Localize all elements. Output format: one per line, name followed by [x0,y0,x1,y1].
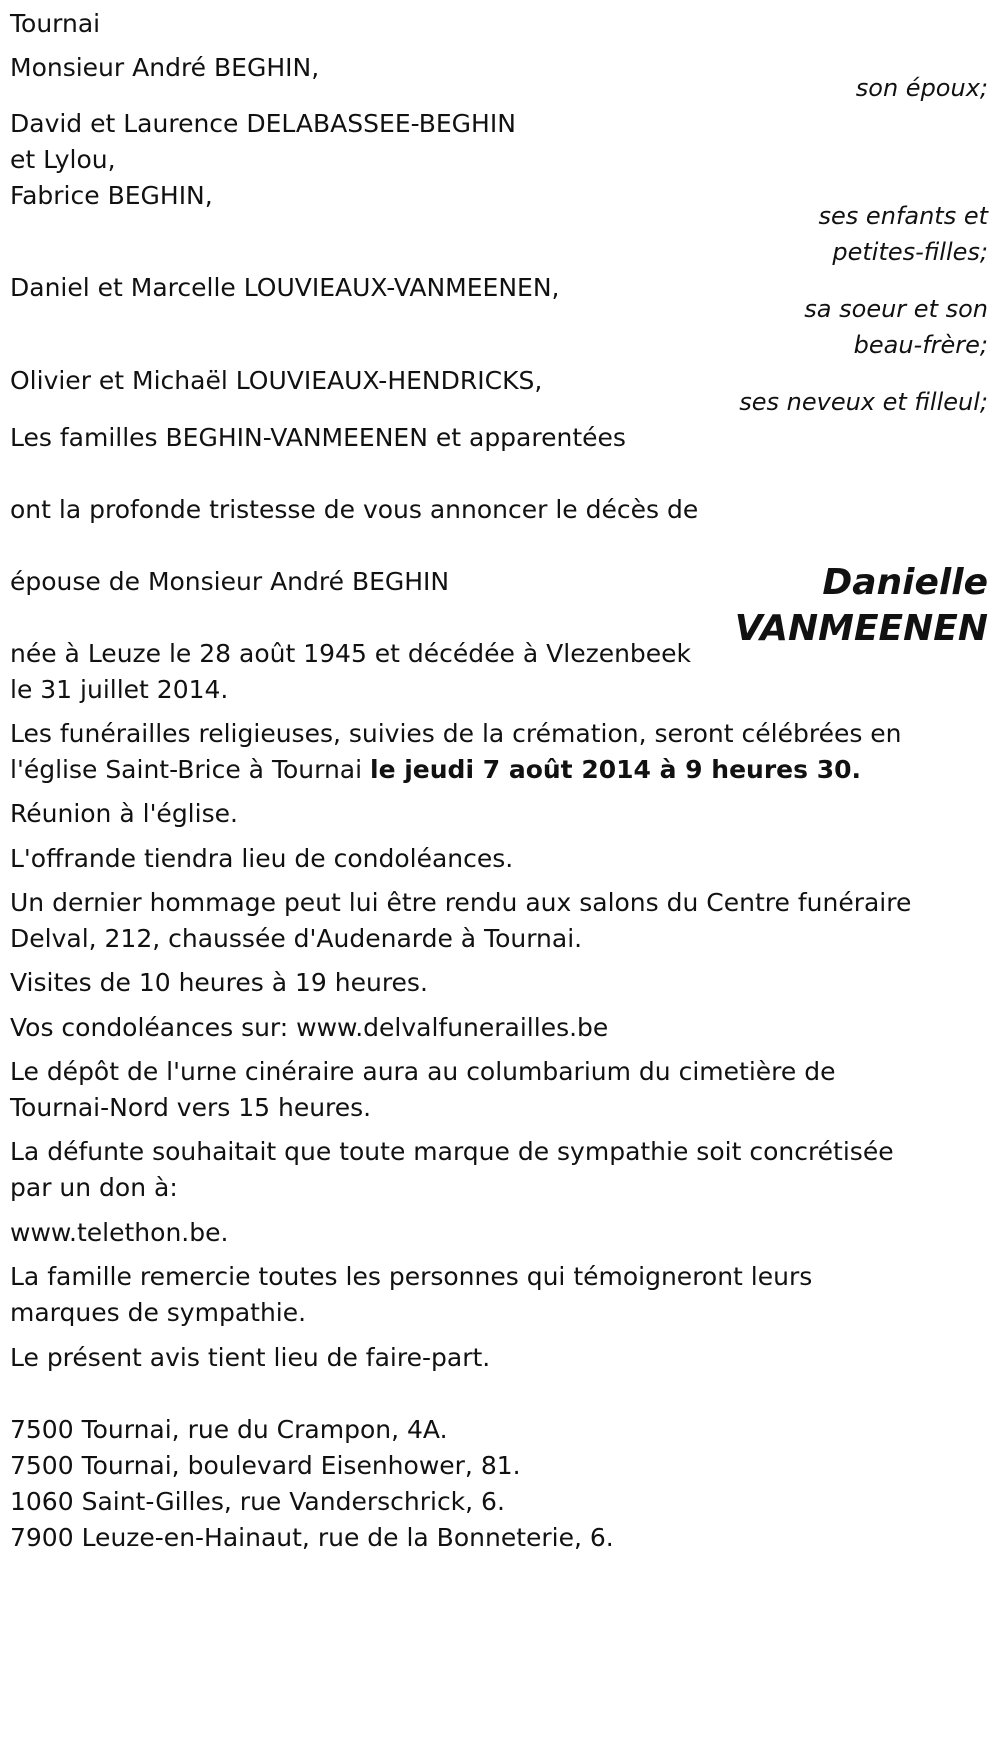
funeral-line1: Les funérailles religieuses, suivies de la crémation, seront célébrées en [10,719,902,748]
address-line: 7500 Tournai, rue du Crampon, 4A. [10,1415,448,1444]
children-name-line2: et Lylou, [10,145,116,174]
funeral-place: l'église Saint-Brice à Tournai [10,755,370,784]
birth-death-line1: née à Leuze le 28 août 1945 et décédée à Vlezenbeek [10,639,692,668]
address-line: 7900 Leuze-en-Hainaut, rue de la Bonneterie, 6. [10,1523,614,1552]
birth-death-line2: le 31 juillet 2014. [10,675,229,704]
donation-site: www.telethon.be. [10,1218,229,1247]
deceased-name [735,560,988,652]
spouse-of: épouse de Monsieur André BEGHIN [10,567,450,596]
notice-line: Le présent avis tient lieu de faire-part. [10,1343,491,1372]
families-line: Les familles BEGHIN-VANMEENEN et apparentées [10,423,626,452]
city-heading: Tournai [10,9,101,38]
deceased-last-name: VANMEENEN [734,608,988,649]
deceased-first-name: Danielle [822,562,988,603]
address-line: 1060 Saint-Gilles, rue Vanderschrick, 6. [10,1487,505,1516]
urn-line1: Le dépôt de l'urne cinéraire aura au columbarium du cimetière de [10,1057,836,1086]
wish-line2: par un don à: [10,1173,178,1202]
sister-name: Daniel et Marcelle LOUVIEAUX-VANMEENEN, [10,273,560,302]
tribute-line2: Delval, 212, chaussée d'Audenarde à Tournai. [10,924,583,953]
wish-line1: La défunte souhaitait que toute marque de sympathie soit concrétisée [10,1137,894,1166]
tribute-line1: Un dernier hommage peut lui être rendu aux salons du Centre funéraire [10,888,912,917]
sister-relation-line1: sa soeur et son [804,295,988,323]
visits-line: Visites de 10 heures à 19 heures. [10,968,428,997]
announcement-intro: ont la profonde tristesse de vous annoncer le décès de [10,495,699,524]
husband-name: Monsieur André BEGHIN, [10,53,320,82]
children-name-line3: Fabrice BEGHIN, [10,181,213,210]
condolences-line: Vos condoléances sur: www.delvalfunerailles.be [10,1013,609,1042]
husband-relation: son époux; [855,74,988,102]
children-name-line1: David et Laurence DELABASSEE-BEGHIN [10,109,516,138]
thanks-line1: La famille remercie toutes les personnes qui témoigneront leurs [10,1262,813,1291]
urn-line2: Tournai-Nord vers 15 heures. [10,1093,372,1122]
thanks-line2: marques de sympathie. [10,1298,307,1327]
children-relation-line1: ses enfants et [818,202,988,230]
nephews-relation: ses neveux et filleul; [739,388,988,416]
offering-line: L'offrande tiendra lieu de condoléances. [10,844,514,873]
sister-relation-line2: beau-frère; [853,331,988,359]
children-relation-line2: petites-filles; [832,238,988,266]
address-line: 7500 Tournai, boulevard Eisenhower, 81. [10,1451,521,1480]
meeting-line: Réunion à l'église. [10,799,238,828]
nephews-name: Olivier et Michaël LOUVIEAUX-HENDRICKS, [10,366,543,395]
funeral-line2 [10,752,861,788]
funeral-date: le jeudi 7 août 2014 à 9 heures 30. [370,755,861,784]
